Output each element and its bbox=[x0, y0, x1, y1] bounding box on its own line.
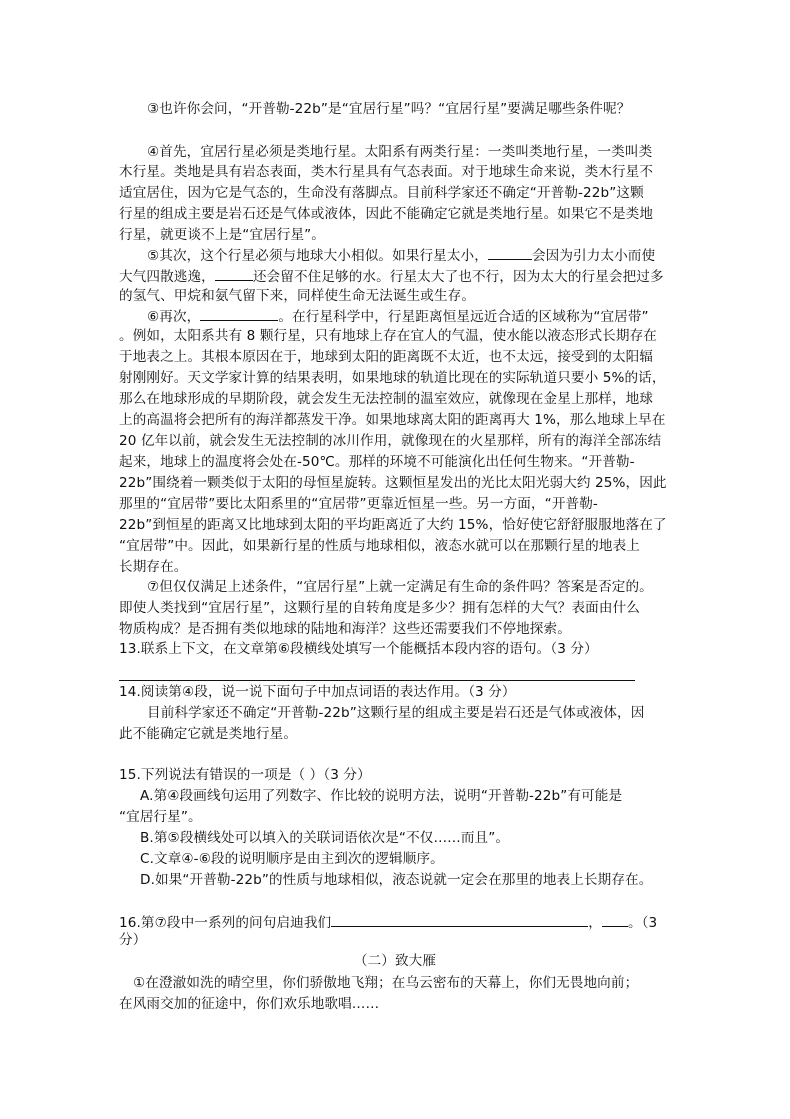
para3: ③也许你会问，“开普勒-22b”是“宜居行星”吗？“宜居行星”要满足哪些条件呢？ bbox=[147, 101, 631, 117]
question-15-option-d[interactable]: D.如果“开普勒-22b”的性质与地球相似，液态说就一定会在那里的地表上长期存在。 bbox=[140, 872, 653, 888]
para5-text-a: ⑤其次，这个行星必须与地球大小相似。如果行星太小， bbox=[147, 248, 488, 264]
question-14-quote-line1: 目前科学家还不确定“开普勒-22b”这颗行星的组成主要是岩石还是气体或液体，因 bbox=[147, 705, 645, 721]
para4-line4: 行星的组成主要是岩石还是气体或液体，因此不能确定它就是类地行星。如果它不是类地 bbox=[119, 206, 654, 222]
question-14-stem: 14.阅读第④段，说一说下面句子中加点词语的表达作用。（3 分） bbox=[119, 684, 516, 700]
para6-text-b: 。在行星科学中，行星距离恒星远近合适的区域称为“宜居带” bbox=[278, 309, 649, 325]
para5-line3: 的氢气、甲烷和氨气留下来，同样使生命无法诞生或生存。 bbox=[119, 288, 476, 304]
para6-line1 bbox=[147, 307, 649, 326]
para5-blank-2[interactable] bbox=[215, 267, 253, 281]
para6-line4: 射刚刚好。天文学家计算的结果表明，如果地球的轨道比现在的实际轨道只要小 5%的话， bbox=[119, 370, 666, 386]
para7-line3: 物质构成？是否拥有类似地球的陆地和海洋？这些还需要我们不停地探索。 bbox=[119, 621, 571, 637]
question-15-option-a-line2[interactable]: “宜居行星”。 bbox=[119, 809, 202, 825]
question-15-stem: 15.下列说法有错误的一项是（ ）（3 分） bbox=[119, 767, 371, 783]
para6-text-a: ⑥再次， bbox=[147, 309, 201, 325]
question-16-score-tail: 分） bbox=[119, 932, 147, 948]
question-16-text-a: 16.第⑦段中一系列的问句启迪我们 bbox=[119, 915, 332, 931]
question-15-option-c[interactable]: C.文章④-⑥段的说明顺序是由主到次的逻辑顺序。 bbox=[140, 851, 444, 867]
question-13-answer-line[interactable] bbox=[119, 680, 635, 681]
para4-line5: 行星，就更谈不上是“宜居行星”。 bbox=[119, 227, 325, 243]
para6-line10: 那里的“宜居带”要比太阳系里的“宜居带”更靠近恒星一些。另一方面，“开普勒- bbox=[119, 496, 598, 512]
para6-line6: 上的高温将会把所有的海洋都蒸发干净。如果地球离太阳的距离再大 1%，那么地球上早在 bbox=[119, 412, 666, 428]
section-2-line2: 在风雨交加的征途中，你们欢乐地歌唱…… bbox=[119, 996, 380, 1012]
question-16-text-b: 。（3 bbox=[627, 915, 658, 931]
question-15-option-a-line1[interactable]: A.第④段画线句运用了列数字、作比较的说明方法，说明“开普勒-22b”有可能是 bbox=[140, 788, 623, 804]
question-16-answer-blank-tail[interactable] bbox=[602, 913, 628, 927]
question-16-answer-blank[interactable] bbox=[331, 913, 588, 927]
para6-line2: 。例如，太阳系共有 8 颗行星，只有地球上存在宜人的气温，使水能以液态形式长期存在 bbox=[119, 328, 657, 344]
question-13: 13.联系上下文，在文章第⑥段横线处填写一个能概括本段内容的语句。（3 分） bbox=[119, 641, 598, 657]
para6-line11: 22b”到恒星的距离又比地球到太阳的平均距离近了大约 15%，恰好使它舒舒服服地落在了 bbox=[119, 517, 667, 533]
question-15-option-b[interactable]: B.第⑤段横线处可以填入的关联词语依次是“不仅……而且”。 bbox=[140, 830, 510, 846]
question-16-mark: ， bbox=[588, 915, 602, 931]
para5-text-d: 还会留不住足够的水。行星太大了也不行，因为太大的行星会把过多 bbox=[252, 269, 664, 285]
para6-line9: 22b”围绕着一颗类似于太阳的母恒星旋转。这颗恒星发出的光比太阳光弱大约 25%，因此 bbox=[119, 475, 667, 491]
para4-line3: 适宜居住，因为它是气态的，生命没有落脚点。目前科学家还不确定“开普勒-22b”这颗 bbox=[119, 185, 644, 201]
para6-line8: 起来，地球上的温度将会处在-50℃。那样的环境不可能演化出任何生物来。“开普勒- bbox=[119, 454, 635, 470]
para6-line3: 于地表之上。其根本原因在于，地球到太阳的距离既不太近，也不太远，接受到的太阳辐 bbox=[119, 349, 654, 365]
question-14-quote-line2: 此不能确定它就是类地行星。 bbox=[119, 726, 298, 742]
question-16 bbox=[119, 913, 657, 932]
para7-line1: ⑦但仅仅满足上述条件，“宜居行星”上就一定满足有生命的条件吗？答案是否定的。 bbox=[147, 579, 653, 595]
section-2-line1: ①在澄澈如洗的晴空里，你们骄傲地飞翔；在乌云密布的天幕上，你们无畏地向前； bbox=[133, 975, 639, 991]
para6-blank[interactable] bbox=[200, 307, 278, 321]
para5-line1 bbox=[147, 246, 655, 265]
para4-line1: ④首先，宜居行星必须是类地行星。太阳系有两类行星：一类叫类地行星，一类叫类 bbox=[147, 144, 653, 160]
para5-text-b: 会因为引力太小而使 bbox=[531, 248, 656, 264]
para5-line2 bbox=[119, 267, 664, 286]
para7-line2: 即使人类找到“宜居行星”，这颗行星的自转角度是多少？拥有怎样的大气？表面由什么 bbox=[119, 600, 640, 616]
section-2-title: （二）致大雁 bbox=[353, 953, 437, 969]
para4-line2: 木行星。类地是具有岩态表面，类木行星具有气态表面。对于地球生命来说，类木行星不 bbox=[119, 164, 654, 180]
para6-line13: 长期存在。 bbox=[119, 559, 188, 575]
para5-text-c: 大气四散逃逸， bbox=[119, 269, 215, 285]
para5-blank-1[interactable] bbox=[488, 246, 532, 260]
para6-line7: 20 亿年以前，就会发生无法控制的冰川作用，就像现在的火星那样，所有的海洋全部冻结 bbox=[119, 433, 662, 449]
para6-line12: “宜居带”中。因此，如果新行星的性质与地球相似，液态水就可以在那颗行星的地表上 bbox=[119, 538, 640, 554]
para6-line5: 那么在地球形成的早期阶段，就会发生无法控制的温室效应，就像现在金星上那样，地球 bbox=[119, 391, 654, 407]
